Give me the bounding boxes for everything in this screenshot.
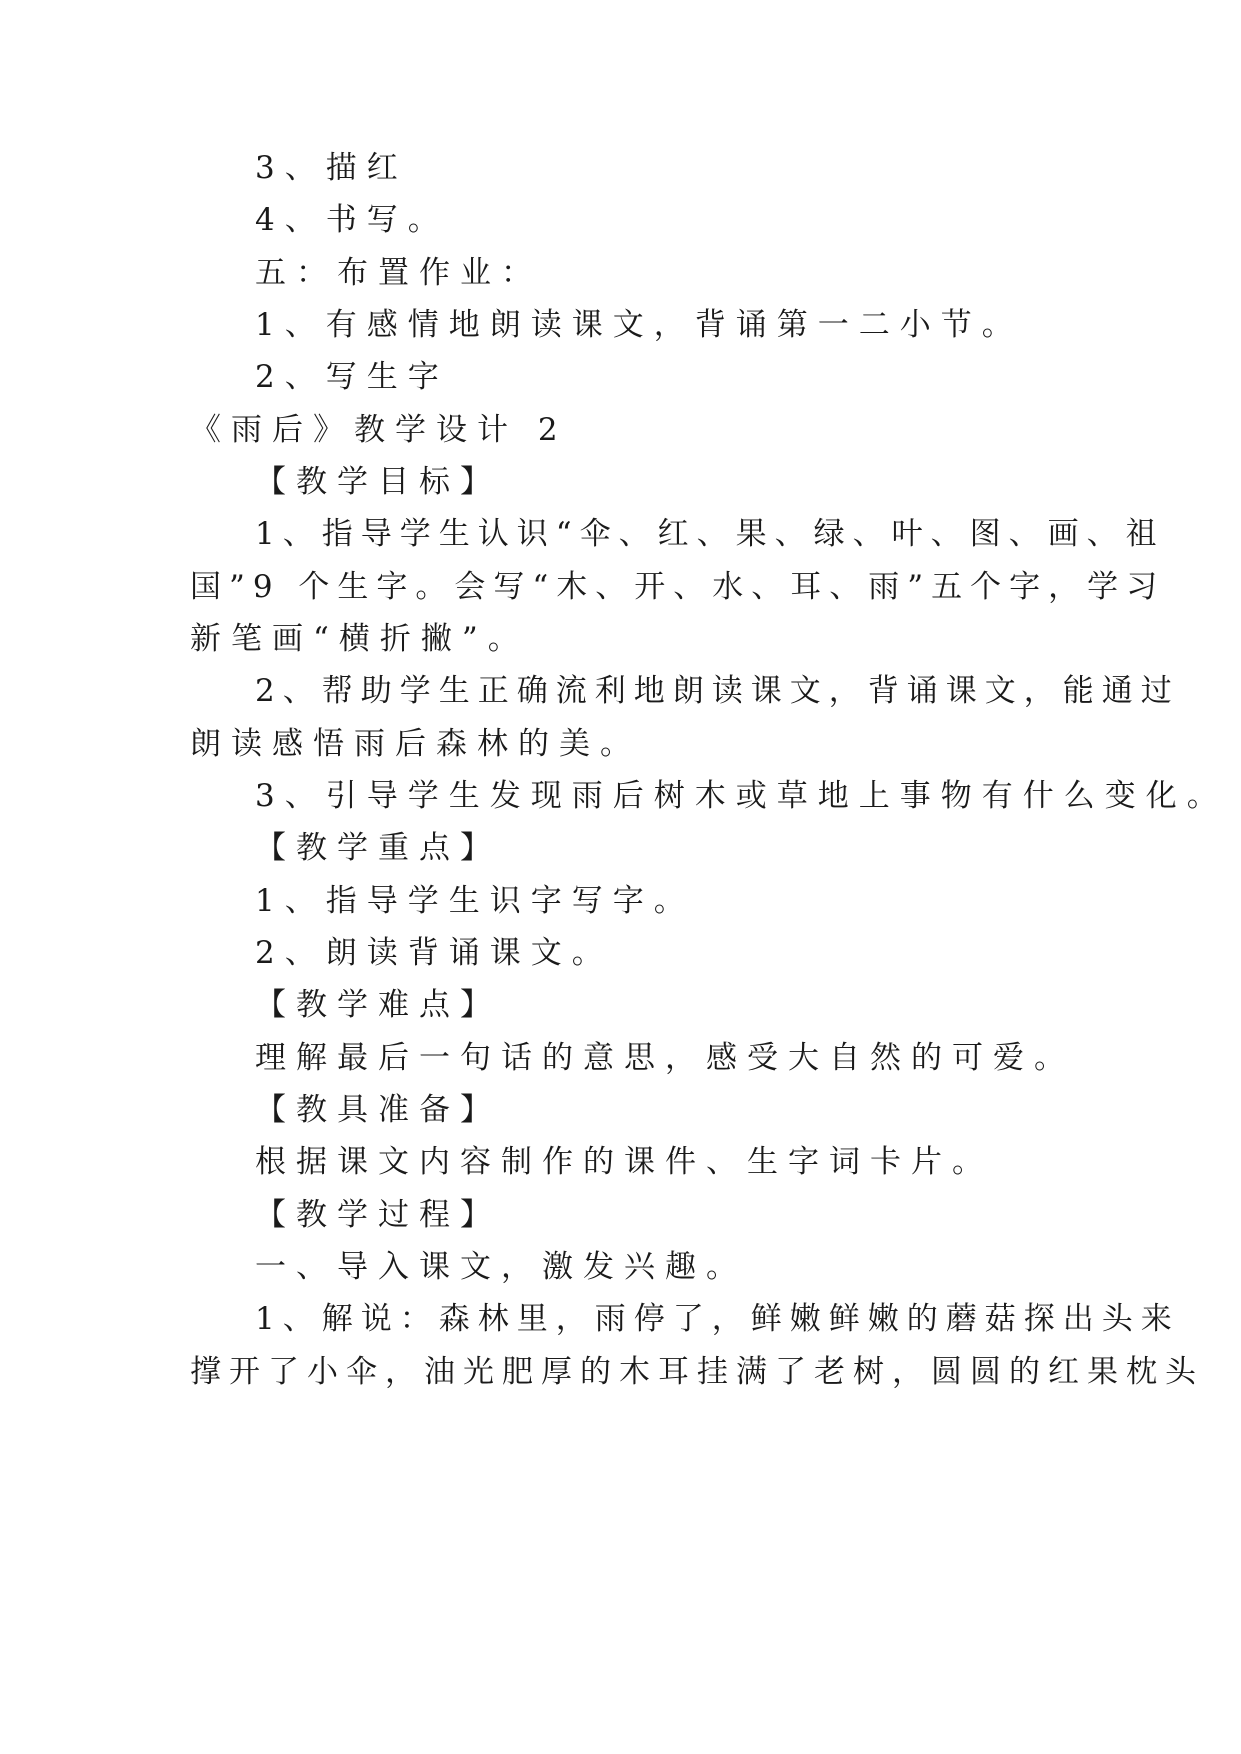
objective-2-line-1: 2、帮助学生正确流利地朗读课文，背诵课文，能通过 — [255, 673, 1180, 709]
objective-2-line-2: 朗读感悟雨后森林的美。 — [190, 726, 641, 762]
section-process-heading: 【教学过程】 — [255, 1197, 501, 1233]
homework-item-2: 2、写生字 — [255, 359, 449, 395]
section-difficulty-heading: 【教学难点】 — [255, 987, 501, 1023]
objective-3: 3、引导学生发现雨后树木或草地上事物有什么变化。 — [255, 778, 1228, 814]
section-materials-heading: 【教具准备】 — [255, 1092, 501, 1128]
section-homework-heading: 五：布置作业： — [255, 255, 542, 291]
difficulty-text: 理解最后一句话的意思，感受大自然的可爱。 — [255, 1040, 1075, 1076]
objective-1-line-1: 1、指导学生认识“伞、红、果、绿、叶、图、画、祖 — [255, 516, 1165, 552]
homework-item-1: 1、有感情地朗读课文，背诵第一二小节。 — [255, 307, 1023, 343]
list-item-3-trace: 3、描红 — [255, 150, 408, 186]
objective-1-line-3: 新笔画“横折撇”。 — [190, 621, 529, 657]
materials-text: 根据课文内容制作的课件、生字词卡片。 — [255, 1144, 993, 1180]
key-point-2: 2、朗读背诵课文。 — [255, 935, 613, 971]
process-intro-line-2: 撑开了小伞，油光肥厚的木耳挂满了老树，圆圆的红果枕头 — [190, 1354, 1204, 1390]
list-item-4-write: 4、书写。 — [255, 202, 449, 238]
key-point-1: 1、指导学生识字写字。 — [255, 883, 695, 919]
process-intro-line-1: 1、解说：森林里，雨停了，鲜嫩鲜嫩的蘑菇探出头来 — [255, 1301, 1180, 1337]
document-title: 《雨后》教学设计 2 — [190, 412, 568, 448]
process-step-1-heading: 一、导入课文，激发兴趣。 — [255, 1249, 747, 1285]
objective-1-line-2: 国”9 个生字。会写“木、开、水、耳、雨”五个字，学习 — [190, 569, 1166, 605]
section-key-points-heading: 【教学重点】 — [255, 830, 501, 866]
section-objectives-heading: 【教学目标】 — [255, 464, 501, 500]
